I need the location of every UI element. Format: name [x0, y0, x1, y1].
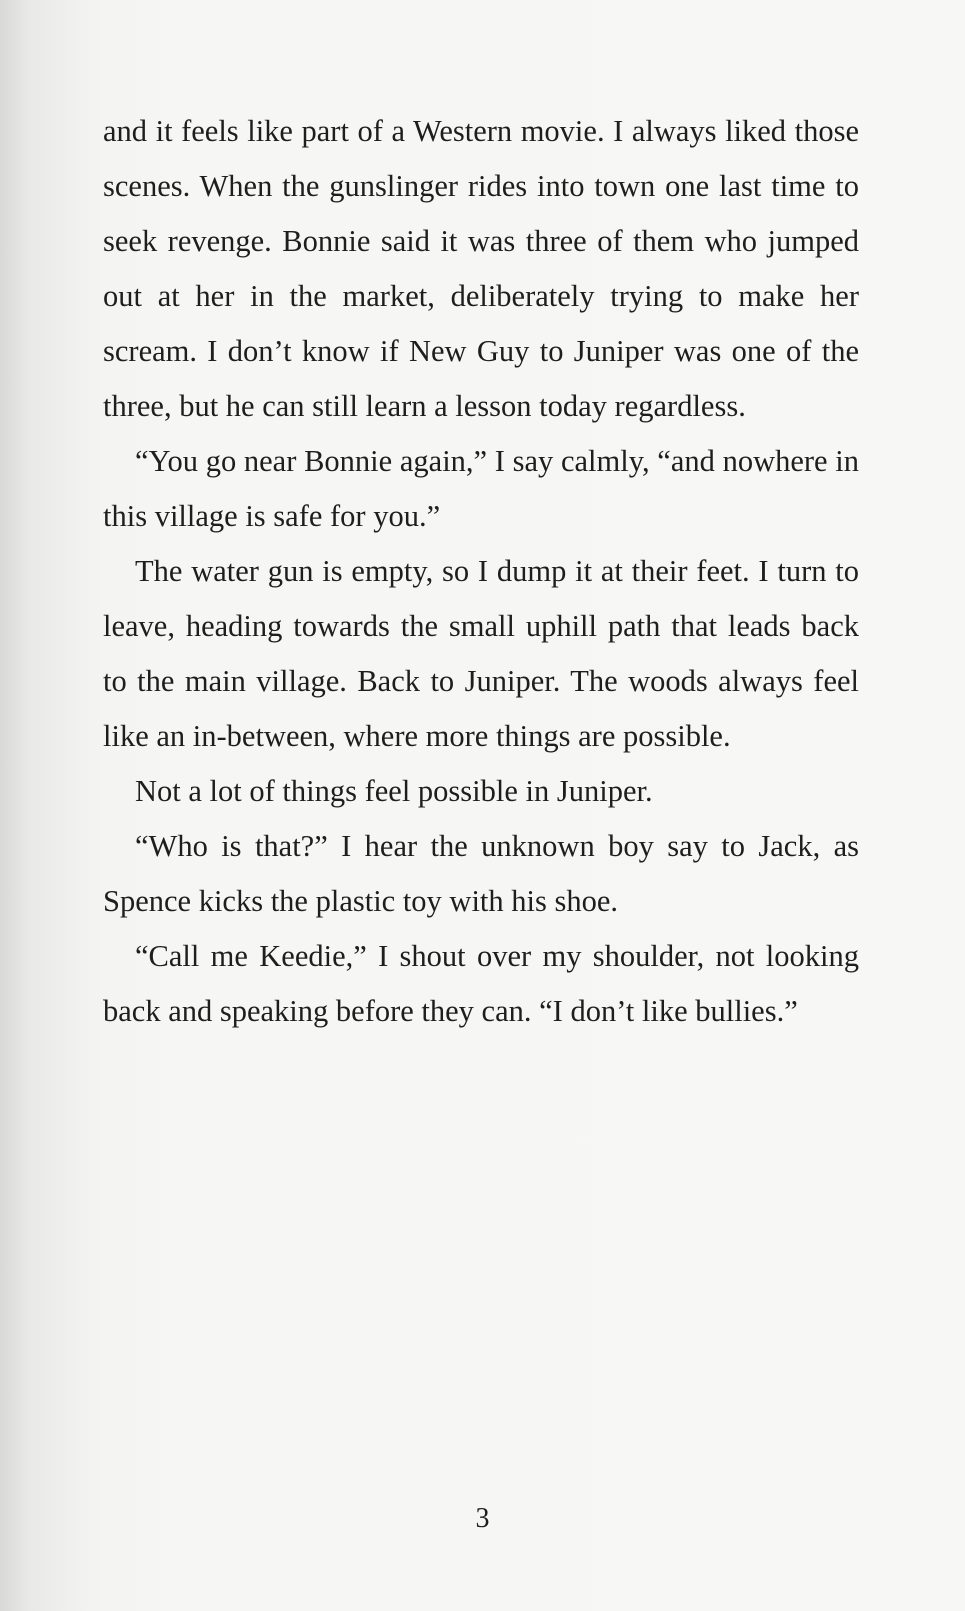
paragraph-4: Not a lot of things feel possible in Juniper.: [135, 774, 653, 808]
page-number: 3: [475, 1503, 490, 1534]
paragraph-1: and it feels like part of a Western movie. I always liked those scenes. When the gunslinger rides into town one last time to seek revenge. Bonnie said it was three of them who jumped out at her in the market, deliberately trying to make her scream. I don’t know if New Guy to Juniper was one of the three, but he can still learn a lesson today regardless.: [103, 114, 859, 423]
paragraph-3: The water gun is empty, so I dump it at their feet. I turn to leave, heading towards the small uphill path that leads back to the main village. Back to Juniper. The woods always feel like an in-between, where more things are possible.: [103, 554, 859, 753]
paragraph-6: “Call me Keedie,” I shout over my shoulder, not looking back and speaking before they can. “I don’t like bullies.”: [103, 939, 859, 1028]
paragraph-2: “You go near Bonnie again,” I say calmly, “and nowhere in this village is safe for you.”: [103, 444, 859, 533]
paragraph-5: “Who is that?” I hear the unknown boy say to Jack, as Spence kicks the plastic toy with his shoe.: [103, 829, 859, 918]
page-body-text: [103, 104, 859, 1039]
